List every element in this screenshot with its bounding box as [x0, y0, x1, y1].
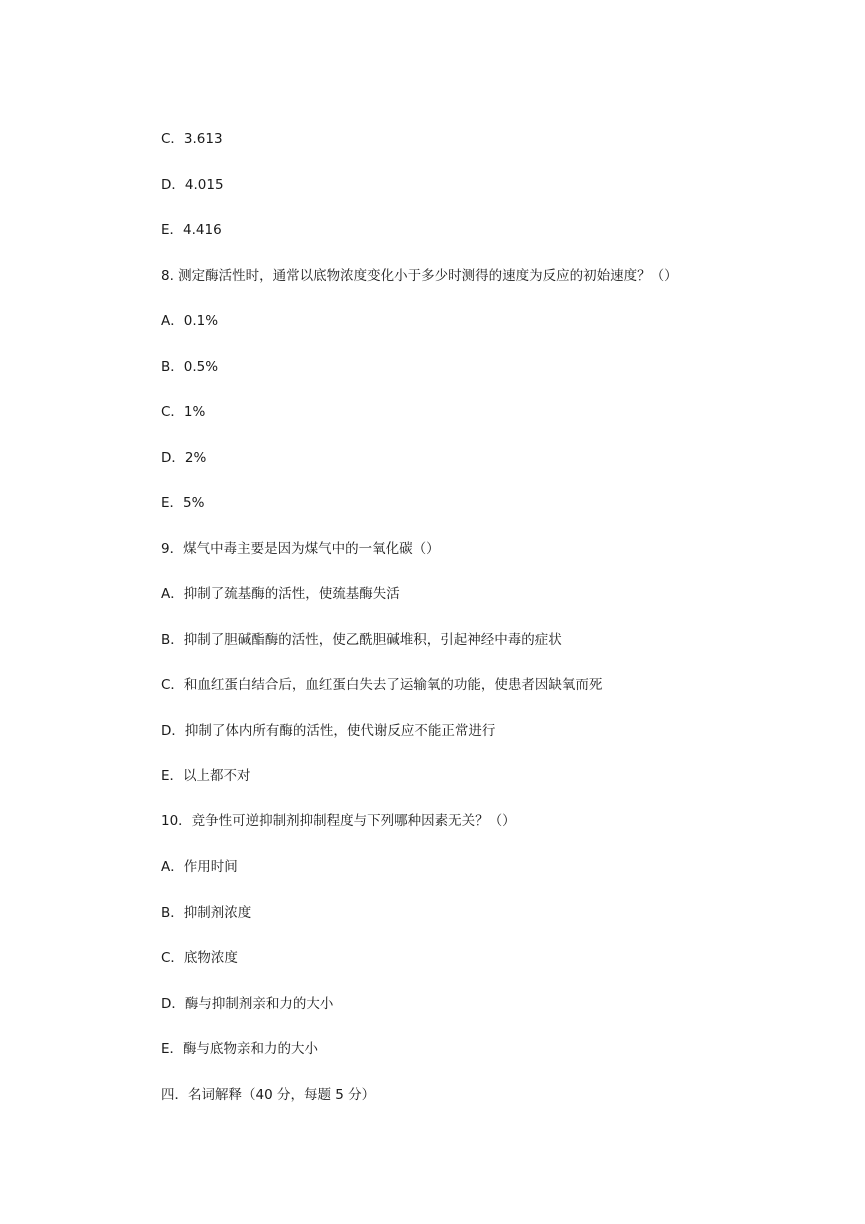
q10-option-e: E．酶与底物亲和力的大小	[161, 1041, 319, 1057]
q7-option-d: D．4.015	[161, 177, 224, 193]
q9-option-c: C．和血红蛋白结合后，血红蛋白失去了运输氧的功能，使患者因缺氧而死	[161, 677, 603, 693]
q9-option-e: E．以上都不对	[161, 768, 251, 784]
q7-option-c: C．3.613	[161, 131, 223, 147]
q10-option-a: A．作用时间	[161, 859, 238, 875]
q8-option-c: C．1%	[161, 404, 206, 420]
question-10: 10．竞争性可逆抑制剂抑制程度与下列哪种因素无关？（）	[161, 813, 516, 829]
q8-option-d: D．2%	[161, 450, 207, 466]
section-heading: 四．名词解释（40 分，每题 5 分）	[161, 1087, 376, 1103]
q10-option-c: C．底物浓度	[161, 950, 238, 966]
q7-option-e: E．4.416	[161, 222, 222, 238]
q9-option-d: D．抑制了体内所有酶的活性，使代谢反应不能正常进行	[161, 723, 496, 739]
q8-option-a: A．0.1%	[161, 313, 219, 329]
q10-option-d: D．酶与抑制剂亲和力的大小	[161, 996, 334, 1012]
q10-option-b: B．抑制剂浓度	[161, 905, 252, 921]
q9-option-b: B．抑制了胆碱酯酶的活性，使乙酰胆碱堆积，引起神经中毒的症状	[161, 632, 562, 648]
question-8: 8. 测定酶活性时，通常以底物浓度变化小于多少时测得的速度为反应的初始速度？（）	[161, 268, 678, 284]
question-9: 9．煤气中毒主要是因为煤气中的一氧化碳（）	[161, 541, 440, 557]
q8-option-b: B．0.5%	[161, 359, 219, 375]
q8-option-e: E．5%	[161, 495, 205, 511]
q9-option-a: A．抑制了巯基酶的活性，使巯基酶失活	[161, 586, 400, 602]
